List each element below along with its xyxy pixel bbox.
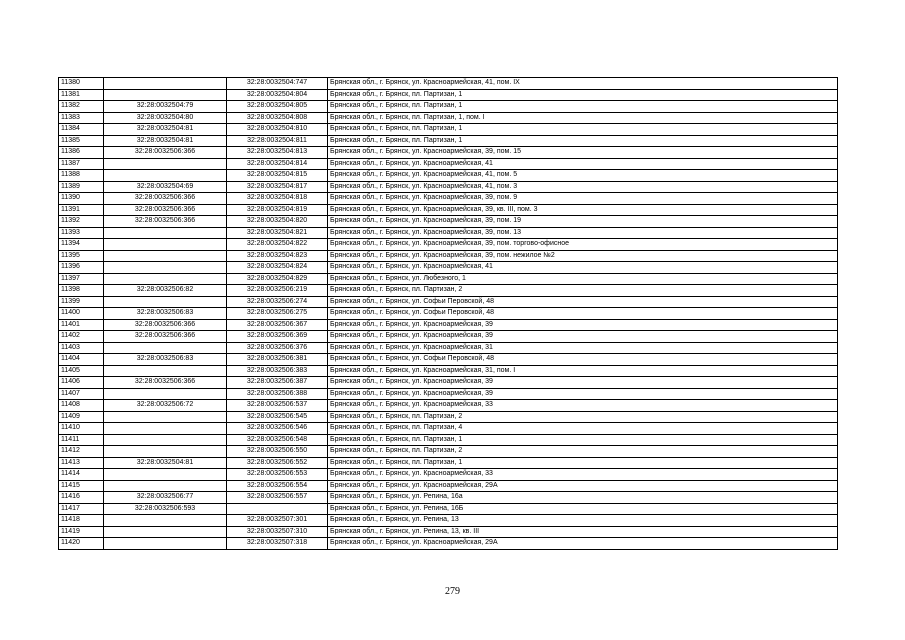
address-cell: Брянская обл., г. Брянск, ул. Красноармейская, 41 bbox=[328, 158, 838, 170]
record-number-cell: 11385 bbox=[59, 135, 104, 147]
table-row bbox=[59, 319, 838, 331]
record-number-cell: 11390 bbox=[59, 193, 104, 205]
previous-cadastral-number-cell bbox=[104, 515, 227, 527]
previous-cadastral-number-cell bbox=[104, 411, 227, 423]
previous-cadastral-number-cell: 32:28:0032504:80 bbox=[104, 112, 227, 124]
address-cell: Брянская обл., г. Брянск, пл. Партизан, 4 bbox=[328, 423, 838, 435]
record-number-cell: 11380 bbox=[59, 78, 104, 90]
address-cell: Брянская обл., г. Брянск, ул. Любезного, 1 bbox=[328, 273, 838, 285]
page-number: 279 bbox=[445, 586, 460, 597]
previous-cadastral-number-cell: 32:28:0032504:69 bbox=[104, 181, 227, 193]
record-number-cell: 11392 bbox=[59, 216, 104, 228]
address-cell: Брянская обл., г. Брянск, ул. Красноармейская, 39, пом. 9 bbox=[328, 193, 838, 205]
cadastral-number-cell: 32:28:0032506:369 bbox=[227, 331, 328, 343]
previous-cadastral-number-cell: 32:28:0032504:81 bbox=[104, 457, 227, 469]
cadastral-number-cell: 32:28:0032506:275 bbox=[227, 308, 328, 320]
address-cell: Брянская обл., г. Брянск, пл. Партизан, 1 bbox=[328, 101, 838, 113]
cadastral-number-cell: 32:28:0032506:557 bbox=[227, 492, 328, 504]
cadastral-number-cell: 32:28:0032506:545 bbox=[227, 411, 328, 423]
cadastral-number-cell: 32:28:0032506:537 bbox=[227, 400, 328, 412]
table-row bbox=[59, 285, 838, 297]
table-row bbox=[59, 526, 838, 538]
record-number-cell: 11412 bbox=[59, 446, 104, 458]
record-number-cell: 11391 bbox=[59, 204, 104, 216]
table-row bbox=[59, 204, 838, 216]
previous-cadastral-number-cell bbox=[104, 388, 227, 400]
cadastral-number-cell: 32:28:0032504:822 bbox=[227, 239, 328, 251]
table-row bbox=[59, 296, 838, 308]
table-row bbox=[59, 469, 838, 481]
cadastral-number-cell: 32:28:0032504:747 bbox=[227, 78, 328, 90]
record-number-cell: 11402 bbox=[59, 331, 104, 343]
table-row bbox=[59, 78, 838, 90]
previous-cadastral-number-cell: 32:28:0032506:82 bbox=[104, 285, 227, 297]
previous-cadastral-number-cell: 32:28:0032506:366 bbox=[104, 193, 227, 205]
record-number-cell: 11383 bbox=[59, 112, 104, 124]
previous-cadastral-number-cell bbox=[104, 434, 227, 446]
record-number-cell: 11389 bbox=[59, 181, 104, 193]
address-cell: Брянская обл., г. Брянск, ул. Красноармейская, 39, пом. 15 bbox=[328, 147, 838, 159]
previous-cadastral-number-cell: 32:28:0032506:366 bbox=[104, 331, 227, 343]
address-cell: Брянская обл., г. Брянск, ул. Красноармейская, 39 bbox=[328, 377, 838, 389]
address-cell: Брянская обл., г. Брянск, ул. Репина, 13, кв. III bbox=[328, 526, 838, 538]
address-cell: Брянская обл., г. Брянск, пл. Партизан, 1 bbox=[328, 135, 838, 147]
previous-cadastral-number-cell bbox=[104, 158, 227, 170]
record-number-cell: 11404 bbox=[59, 354, 104, 366]
cadastral-number-cell: 32:28:0032506:387 bbox=[227, 377, 328, 389]
table-row bbox=[59, 158, 838, 170]
address-cell: Брянская обл., г. Брянск, ул. Красноармейская, 33 bbox=[328, 469, 838, 481]
address-cell: Брянская обл., г. Брянск, ул. Красноармейская, 39, пом. нежилое №2 bbox=[328, 250, 838, 262]
address-cell: Брянская обл., г. Брянск, ул. Красноармейская, 33 bbox=[328, 400, 838, 412]
address-cell: Брянская обл., г. Брянск, ул. Красноармейская, 31 bbox=[328, 342, 838, 354]
previous-cadastral-number-cell: 32:28:0032504:81 bbox=[104, 124, 227, 136]
table-row bbox=[59, 273, 838, 285]
registry-table-body bbox=[59, 78, 838, 550]
previous-cadastral-number-cell: 32:28:0032506:83 bbox=[104, 354, 227, 366]
record-number-cell: 11395 bbox=[59, 250, 104, 262]
record-number-cell: 11393 bbox=[59, 227, 104, 239]
cadastral-number-cell: 32:28:0032504:820 bbox=[227, 216, 328, 228]
table-row bbox=[59, 354, 838, 366]
previous-cadastral-number-cell: 32:28:0032506:366 bbox=[104, 216, 227, 228]
address-cell: Брянская обл., г. Брянск, ул. Красноармейская, 39, пом. торгово-офисное bbox=[328, 239, 838, 251]
address-cell: Брянская обл., г. Брянск, ул. Красноармейская, 29А bbox=[328, 480, 838, 492]
cadastral-number-cell: 32:28:0032506:381 bbox=[227, 354, 328, 366]
previous-cadastral-number-cell: 32:28:0032504:81 bbox=[104, 135, 227, 147]
record-number-cell: 11407 bbox=[59, 388, 104, 400]
registry-table bbox=[58, 77, 838, 550]
table-row bbox=[59, 239, 838, 251]
table-row bbox=[59, 388, 838, 400]
table-row bbox=[59, 538, 838, 550]
address-cell: Брянская обл., г. Брянск, ул. Красноармейская, 39 bbox=[328, 331, 838, 343]
record-number-cell: 11401 bbox=[59, 319, 104, 331]
address-cell: Брянская обл., г. Брянск, пл. Партизан, 1 bbox=[328, 457, 838, 469]
previous-cadastral-number-cell: 32:28:0032506:366 bbox=[104, 319, 227, 331]
record-number-cell: 11416 bbox=[59, 492, 104, 504]
table-row bbox=[59, 446, 838, 458]
table-row bbox=[59, 400, 838, 412]
previous-cadastral-number-cell: 32:28:0032506:72 bbox=[104, 400, 227, 412]
cadastral-number-cell: 32:28:0032504:804 bbox=[227, 89, 328, 101]
cadastral-number-cell: 32:28:0032504:818 bbox=[227, 193, 328, 205]
record-number-cell: 11394 bbox=[59, 239, 104, 251]
cadastral-number-cell: 32:28:0032504:815 bbox=[227, 170, 328, 182]
table-row bbox=[59, 377, 838, 389]
table-row bbox=[59, 331, 838, 343]
address-cell: Брянская обл., г. Брянск, ул. Красноармейская, 41, пом. 3 bbox=[328, 181, 838, 193]
table-row bbox=[59, 423, 838, 435]
cadastral-number-cell: 32:28:0032504:811 bbox=[227, 135, 328, 147]
cadastral-number-cell: 32:28:0032504:824 bbox=[227, 262, 328, 274]
table-row bbox=[59, 227, 838, 239]
address-cell: Брянская обл., г. Брянск, ул. Красноармейская, 41, пом. IX bbox=[328, 78, 838, 90]
previous-cadastral-number-cell: 32:28:0032506:83 bbox=[104, 308, 227, 320]
address-cell: Брянская обл., г. Брянск, ул. Репина, 13 bbox=[328, 515, 838, 527]
record-number-cell: 11408 bbox=[59, 400, 104, 412]
address-cell: Брянская обл., г. Брянск, ул. Красноармейская, 39, пом. 13 bbox=[328, 227, 838, 239]
address-cell: Брянская обл., г. Брянск, ул. Софьи Перовской, 48 bbox=[328, 354, 838, 366]
previous-cadastral-number-cell bbox=[104, 170, 227, 182]
cadastral-number-cell: 32:28:0032506:550 bbox=[227, 446, 328, 458]
previous-cadastral-number-cell bbox=[104, 526, 227, 538]
cadastral-number-cell: 32:28:0032506:383 bbox=[227, 365, 328, 377]
previous-cadastral-number-cell bbox=[104, 538, 227, 550]
address-cell: Брянская обл., г. Брянск, пл. Партизан, 2 bbox=[328, 446, 838, 458]
address-cell: Брянская обл., г. Брянск, ул. Софьи Перовской, 48 bbox=[328, 296, 838, 308]
table-row bbox=[59, 135, 838, 147]
cadastral-number-cell: 32:28:0032506:219 bbox=[227, 285, 328, 297]
table-row bbox=[59, 101, 838, 113]
cadastral-number-cell: 32:28:0032506:546 bbox=[227, 423, 328, 435]
record-number-cell: 11384 bbox=[59, 124, 104, 136]
cadastral-number-cell: 32:28:0032506:552 bbox=[227, 457, 328, 469]
address-cell: Брянская обл., г. Брянск, пл. Партизан, 1 bbox=[328, 89, 838, 101]
record-number-cell: 11418 bbox=[59, 515, 104, 527]
address-cell: Брянская обл., г. Брянск, ул. Красноармейская, 39 bbox=[328, 319, 838, 331]
record-number-cell: 11411 bbox=[59, 434, 104, 446]
cadastral-number-cell: 32:28:0032506:548 bbox=[227, 434, 328, 446]
table-row bbox=[59, 250, 838, 262]
record-number-cell: 11400 bbox=[59, 308, 104, 320]
previous-cadastral-number-cell bbox=[104, 423, 227, 435]
previous-cadastral-number-cell bbox=[104, 262, 227, 274]
cadastral-number-cell: 32:28:0032506:274 bbox=[227, 296, 328, 308]
record-number-cell: 11417 bbox=[59, 503, 104, 515]
record-number-cell: 11388 bbox=[59, 170, 104, 182]
address-cell: Брянская обл., г. Брянск, пл. Партизан, 1 bbox=[328, 434, 838, 446]
table-row bbox=[59, 112, 838, 124]
cadastral-number-cell: 32:28:0032506:388 bbox=[227, 388, 328, 400]
record-number-cell: 11403 bbox=[59, 342, 104, 354]
cadastral-number-cell: 32:28:0032507:318 bbox=[227, 538, 328, 550]
table-row bbox=[59, 124, 838, 136]
table-row bbox=[59, 181, 838, 193]
address-cell: Брянская обл., г. Брянск, ул. Красноармейская, 31, пом. I bbox=[328, 365, 838, 377]
cadastral-number-cell: 32:28:0032504:810 bbox=[227, 124, 328, 136]
address-cell: Брянская обл., г. Брянск, ул. Красноармейская, 41, пом. 5 bbox=[328, 170, 838, 182]
previous-cadastral-number-cell bbox=[104, 273, 227, 285]
record-number-cell: 11414 bbox=[59, 469, 104, 481]
previous-cadastral-number-cell: 32:28:0032504:79 bbox=[104, 101, 227, 113]
record-number-cell: 11405 bbox=[59, 365, 104, 377]
record-number-cell: 11399 bbox=[59, 296, 104, 308]
table-row bbox=[59, 365, 838, 377]
table-row bbox=[59, 147, 838, 159]
cadastral-number-cell: 32:28:0032506:367 bbox=[227, 319, 328, 331]
address-cell: Брянская обл., г. Брянск, ул. Красноармейская, 39, кв. III, пом. 3 bbox=[328, 204, 838, 216]
record-number-cell: 11398 bbox=[59, 285, 104, 297]
cadastral-number-cell: 32:28:0032504:808 bbox=[227, 112, 328, 124]
record-number-cell: 11409 bbox=[59, 411, 104, 423]
table-row bbox=[59, 216, 838, 228]
cadastral-number-cell: 32:28:0032504:819 bbox=[227, 204, 328, 216]
table-row bbox=[59, 308, 838, 320]
previous-cadastral-number-cell: 32:28:0032506:593 bbox=[104, 503, 227, 515]
previous-cadastral-number-cell bbox=[104, 296, 227, 308]
table-row bbox=[59, 480, 838, 492]
table-row bbox=[59, 262, 838, 274]
cadastral-number-cell: 32:28:0032504:829 bbox=[227, 273, 328, 285]
table-row bbox=[59, 411, 838, 423]
address-cell: Брянская обл., г. Брянск, ул. Красноармейская, 41 bbox=[328, 262, 838, 274]
record-number-cell: 11415 bbox=[59, 480, 104, 492]
table-row bbox=[59, 89, 838, 101]
address-cell: Брянская обл., г. Брянск, ул. Красноармейская, 39, пом. 19 bbox=[328, 216, 838, 228]
previous-cadastral-number-cell bbox=[104, 227, 227, 239]
record-number-cell: 11396 bbox=[59, 262, 104, 274]
previous-cadastral-number-cell bbox=[104, 469, 227, 481]
cadastral-number-cell: 32:28:0032507:310 bbox=[227, 526, 328, 538]
address-cell: Брянская обл., г. Брянск, пл. Партизан, 2 bbox=[328, 285, 838, 297]
record-number-cell: 11386 bbox=[59, 147, 104, 159]
record-number-cell: 11397 bbox=[59, 273, 104, 285]
cadastral-number-cell: 32:28:0032504:817 bbox=[227, 181, 328, 193]
previous-cadastral-number-cell bbox=[104, 365, 227, 377]
address-cell: Брянская обл., г. Брянск, ул. Репина, 16а bbox=[328, 492, 838, 504]
address-cell: Брянская обл., г. Брянск, ул. Красноармейская, 29А bbox=[328, 538, 838, 550]
previous-cadastral-number-cell bbox=[104, 342, 227, 354]
table-row bbox=[59, 342, 838, 354]
address-cell: Брянская обл., г. Брянск, пл. Партизан, 2 bbox=[328, 411, 838, 423]
table-row bbox=[59, 457, 838, 469]
cadastral-number-cell: 32:28:0032504:814 bbox=[227, 158, 328, 170]
table-row bbox=[59, 503, 838, 515]
record-number-cell: 11413 bbox=[59, 457, 104, 469]
previous-cadastral-number-cell bbox=[104, 78, 227, 90]
previous-cadastral-number-cell bbox=[104, 446, 227, 458]
address-cell: Брянская обл., г. Брянск, ул. Репина, 16Б bbox=[328, 503, 838, 515]
table-row bbox=[59, 492, 838, 504]
cadastral-number-cell: 32:28:0032504:821 bbox=[227, 227, 328, 239]
address-cell: Брянская обл., г. Брянск, ул. Софьи Перовской, 48 bbox=[328, 308, 838, 320]
cadastral-number-cell: 32:28:0032506:376 bbox=[227, 342, 328, 354]
previous-cadastral-number-cell: 32:28:0032506:366 bbox=[104, 147, 227, 159]
record-number-cell: 11387 bbox=[59, 158, 104, 170]
previous-cadastral-number-cell bbox=[104, 250, 227, 262]
previous-cadastral-number-cell: 32:28:0032506:366 bbox=[104, 204, 227, 216]
cadastral-number-cell bbox=[227, 503, 328, 515]
cadastral-number-cell: 32:28:0032504:813 bbox=[227, 147, 328, 159]
previous-cadastral-number-cell bbox=[104, 239, 227, 251]
table-row bbox=[59, 434, 838, 446]
record-number-cell: 11419 bbox=[59, 526, 104, 538]
previous-cadastral-number-cell bbox=[104, 89, 227, 101]
address-cell: Брянская обл., г. Брянск, пл. Партизан, 1, пом. I bbox=[328, 112, 838, 124]
cadastral-number-cell: 32:28:0032507:301 bbox=[227, 515, 328, 527]
previous-cadastral-number-cell: 32:28:0032506:366 bbox=[104, 377, 227, 389]
cadastral-number-cell: 32:28:0032504:823 bbox=[227, 250, 328, 262]
record-number-cell: 11406 bbox=[59, 377, 104, 389]
record-number-cell: 11382 bbox=[59, 101, 104, 113]
previous-cadastral-number-cell: 32:28:0032506:77 bbox=[104, 492, 227, 504]
cadastral-number-cell: 32:28:0032506:554 bbox=[227, 480, 328, 492]
table-row bbox=[59, 515, 838, 527]
cadastral-number-cell: 32:28:0032506:553 bbox=[227, 469, 328, 481]
table-row bbox=[59, 193, 838, 205]
address-cell: Брянская обл., г. Брянск, пл. Партизан, 1 bbox=[328, 124, 838, 136]
table-row bbox=[59, 170, 838, 182]
record-number-cell: 11381 bbox=[59, 89, 104, 101]
record-number-cell: 11410 bbox=[59, 423, 104, 435]
cadastral-number-cell: 32:28:0032504:805 bbox=[227, 101, 328, 113]
record-number-cell: 11420 bbox=[59, 538, 104, 550]
address-cell: Брянская обл., г. Брянск, ул. Красноармейская, 39 bbox=[328, 388, 838, 400]
previous-cadastral-number-cell bbox=[104, 480, 227, 492]
